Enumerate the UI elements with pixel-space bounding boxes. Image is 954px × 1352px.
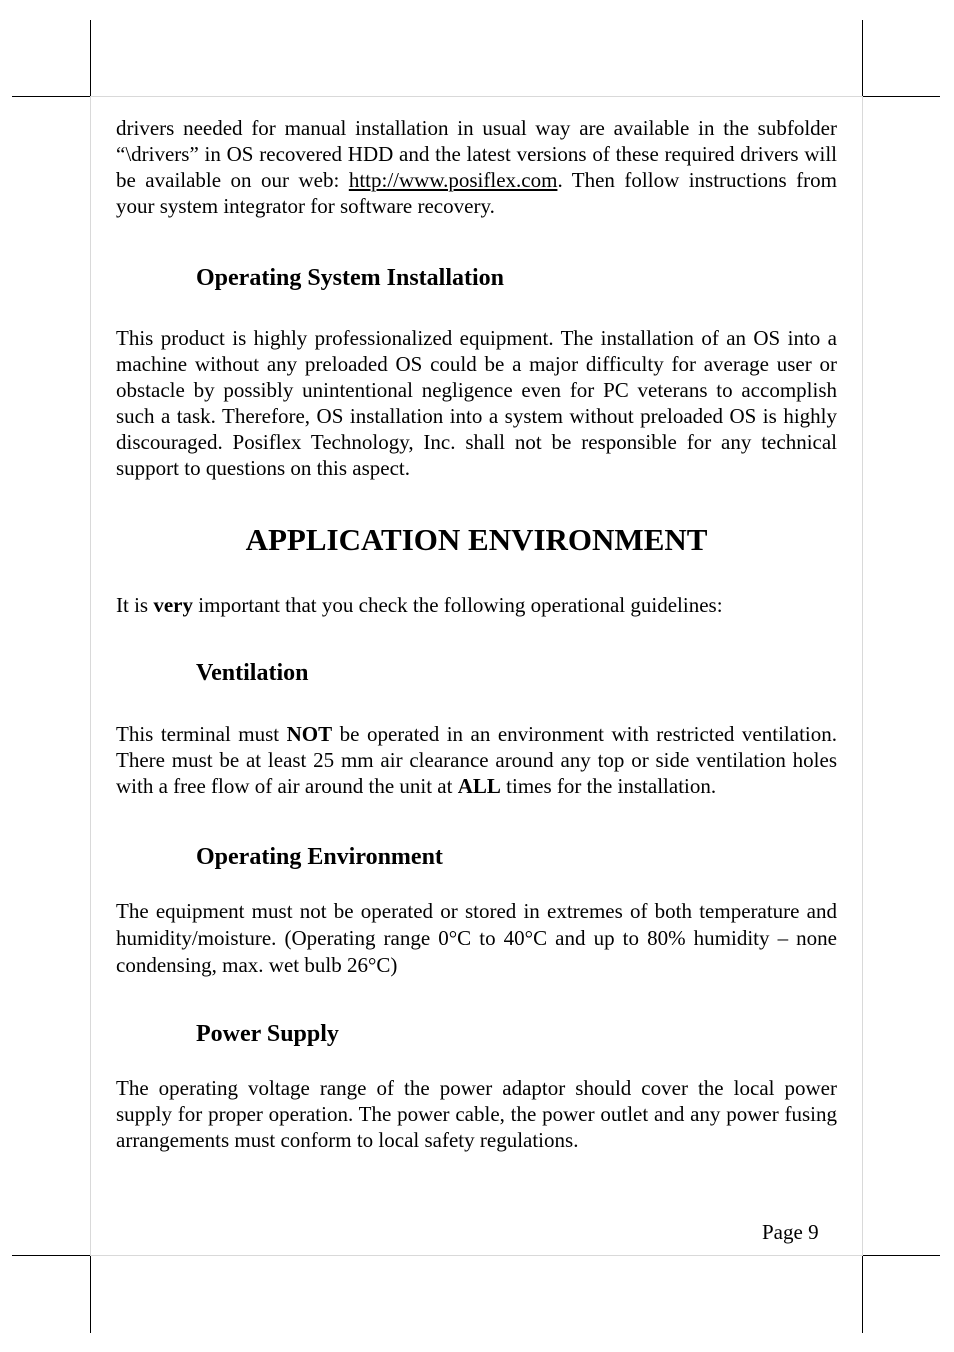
intro-paragraph xyxy=(116,115,837,219)
page-frame xyxy=(90,1255,863,1256)
crop-mark xyxy=(12,1255,90,1256)
crop-mark xyxy=(863,1255,940,1256)
intro-text-end: . Then follow instructions from your system integrator for software recovery. xyxy=(116,168,838,218)
crop-mark xyxy=(90,20,91,96)
power-supply-paragraph: The operating voltage range of the power adaptor should cover the local power supply for proper operation. The power cable, the power outlet and any power fusing arrangements must conform to local safety regulations. xyxy=(116,1076,837,1152)
page-frame xyxy=(90,96,91,1256)
operating-environment-paragraph: The equipment must not be operated or stored in extremes of both temperature and humidity/moisture. (Operating range 0°C to 40°C and up to 80% humidity – none condensing, max. wet bulb 26°C) xyxy=(116,899,837,977)
application-environment-title: APPLICATION ENVIRONMENT xyxy=(245,522,708,557)
emphasis-all: ALL xyxy=(457,774,501,798)
power-supply-heading: Power Supply xyxy=(196,1021,339,1047)
page-content xyxy=(116,115,837,1153)
crop-mark xyxy=(862,1256,863,1333)
operating-environment-heading: Operating Environment xyxy=(196,844,443,870)
intro-text: drivers needed for manual installation in usual way are available in the subfolder “\drivers” in OS recovered HDD and the latest versions of these required drivers will be available on our web: xyxy=(116,116,837,192)
crop-mark xyxy=(12,96,90,97)
page-frame xyxy=(90,96,863,97)
crop-mark xyxy=(862,20,863,96)
crop-mark xyxy=(863,96,940,97)
page-frame xyxy=(862,96,863,1256)
ventilation-paragraph: This terminal must NOT be operated in an environment with restricted ventilation. There must be at least 25 mm air clearance around any top or side ventilation holes with a free flow of air around the unit at ALL times for the installation. xyxy=(116,722,837,798)
os-installation-heading: Operating System Installation xyxy=(196,265,505,291)
ventilation-heading: Ventilation xyxy=(196,660,309,686)
guidelines-intro: It is very important that you check the following operational guidelines: xyxy=(116,593,723,617)
crop-mark xyxy=(90,1256,91,1333)
posiflex-link[interactable]: http://www.posiflex.com xyxy=(348,168,558,192)
os-installation-paragraph: This product is highly professionalized equipment. The installation of an OS into a machine without any preloaded OS could be a major difficulty for average user or obstacle by possibly unintentional negligence even for PC veterans to accomplish such a task. Therefore, OS installation into a system without preloaded OS is highly discouraged. Posiflex Technology, Inc. shall not be responsible for any technical support to questions on this aspect. xyxy=(116,326,837,480)
emphasis-very: very xyxy=(153,593,193,617)
emphasis-not: NOT xyxy=(286,722,333,746)
page-number: Page 9 xyxy=(762,1220,819,1244)
